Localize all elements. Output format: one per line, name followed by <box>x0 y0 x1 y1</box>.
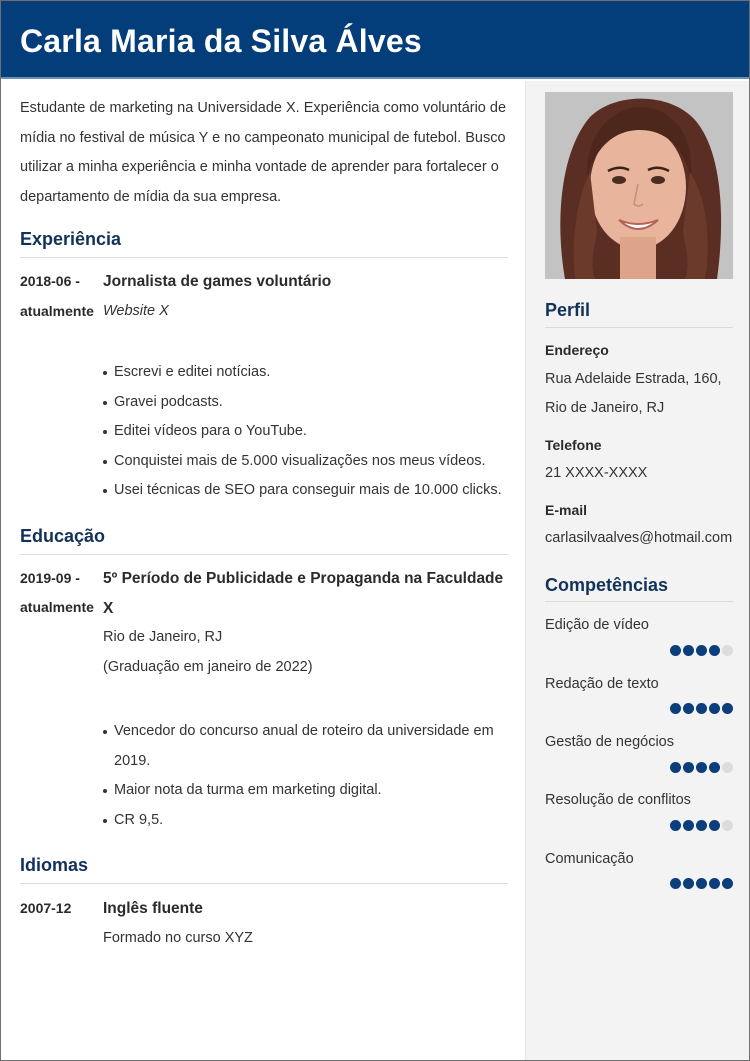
language-entry <box>103 894 508 953</box>
education-date-end: atualmente <box>20 599 94 615</box>
list-item: Vencedor do concurso anual de roteiro da universidade em <box>103 717 508 747</box>
rating-dot-filled <box>670 645 681 656</box>
experience-role: Jornalista de games voluntário <box>103 273 332 290</box>
rating-dot-filled <box>722 878 733 889</box>
rating-dot-filled <box>709 703 720 714</box>
header-banner <box>1 1 749 79</box>
education-graduation: (Graduação em janeiro de 2022) <box>103 658 313 675</box>
rating-dot-filled <box>683 645 694 656</box>
skill-name: Comunicação <box>545 851 634 867</box>
email-value: carlasilvaalves@hotmail.com <box>545 530 733 546</box>
list-item-continuation: 2019. <box>114 752 151 769</box>
rating-dot-empty <box>722 820 733 831</box>
experience-date-end: atualmente <box>20 303 94 319</box>
section-title-education: Educação <box>20 526 106 546</box>
rating-dot-filled <box>683 703 694 714</box>
section-divider <box>545 327 733 328</box>
skill-name: Resolução de conflitos <box>545 792 691 808</box>
skill-name: Gestão de negócios <box>545 734 674 750</box>
list-item: Gravei podcasts. <box>103 388 508 418</box>
language-detail: Formado no curso XYZ <box>103 929 253 946</box>
email-label: E-mail <box>545 502 588 518</box>
rating-dot-filled <box>670 878 681 889</box>
education-degree: 5º Período de Publicidade e Propaganda na Faculdade <box>103 570 504 587</box>
section-divider <box>20 257 508 258</box>
experience-company: Website X <box>103 302 169 319</box>
rating-dot-empty <box>722 645 733 656</box>
rating-dot-filled <box>683 878 694 889</box>
rating-dot-filled <box>696 762 707 773</box>
section-title-languages: Idiomas <box>20 855 89 875</box>
rating-dot-filled <box>670 820 681 831</box>
language-date: 2007-12 <box>20 900 72 916</box>
section-title-skills: Competências <box>545 575 669 595</box>
summary-text: Estudante de marketing na Universidade X. Experiência como voluntário de mídia no festival de música Y e no campeonato municipal de futebol. Busco utilizar a minha experiência e minha vontade de aprender para fortalecer o departamento de mídia da sua empresa. <box>20 100 507 205</box>
phone-value: 21 XXXX-XXXX <box>545 465 648 481</box>
section-divider <box>545 601 733 602</box>
address-line-2: Rio de Janeiro, RJ <box>545 400 665 416</box>
education-degree-cont: X <box>103 599 114 617</box>
phone-label: Telefone <box>545 437 602 453</box>
rating-dot-filled <box>696 645 707 656</box>
skill-rating <box>670 820 734 831</box>
address-label: Endereço <box>545 342 609 358</box>
rating-dot-filled <box>696 820 707 831</box>
skill-rating <box>670 878 734 889</box>
skill-rating <box>670 703 734 714</box>
education-date-start: 2019-09 - <box>20 570 80 586</box>
rating-dot-filled <box>696 878 707 889</box>
skill-name: Redação de texto <box>545 676 659 692</box>
section-divider <box>20 554 508 555</box>
rating-dot-filled <box>709 878 720 889</box>
rating-dot-filled <box>683 820 694 831</box>
experience-entry <box>103 267 508 326</box>
list-item: Maior nota da turma em marketing digital. <box>103 776 508 806</box>
profile-photo <box>545 92 733 279</box>
address-line-1: Rua Adelaide Estrada, 160, <box>545 371 722 387</box>
rating-dot-filled <box>709 762 720 773</box>
rating-dot-filled <box>683 762 694 773</box>
rating-dot-filled <box>670 762 681 773</box>
education-location: Rio de Janeiro, RJ <box>103 629 223 645</box>
language-name: Inglês fluente <box>103 900 203 917</box>
section-divider <box>20 883 508 884</box>
experience-bullets <box>103 358 508 506</box>
list-item: Conquistei mais de 5.000 visualizações nos meus vídeos. <box>103 447 508 477</box>
education-entry <box>103 564 508 682</box>
portrait-image <box>545 92 733 279</box>
skill-name: Edição de vídeo <box>545 617 649 633</box>
section-title-experience: Experiência <box>20 229 122 249</box>
list-item: Editei vídeos para o YouTube. <box>103 417 508 447</box>
rating-dot-empty <box>722 762 733 773</box>
list-item: Usei técnicas de SEO para conseguir mais de 10.000 clicks. <box>103 476 508 506</box>
rating-dot-filled <box>709 820 720 831</box>
section-title-profile: Perfil <box>545 300 591 320</box>
skill-rating <box>670 645 734 656</box>
list-item: Escrevi e editei notícias. <box>103 358 508 388</box>
experience-date-start: 2018-06 - <box>20 273 80 289</box>
rating-dot-filled <box>722 703 733 714</box>
candidate-name: Carla Maria da Silva Álves <box>20 23 422 59</box>
rating-dot-filled <box>709 645 720 656</box>
skill-rating <box>670 762 734 773</box>
rating-dot-filled <box>696 703 707 714</box>
sidebar <box>525 81 750 1061</box>
education-bullets <box>103 717 508 835</box>
rating-dot-filled <box>670 703 681 714</box>
list-item: CR 9,5. <box>103 806 508 836</box>
